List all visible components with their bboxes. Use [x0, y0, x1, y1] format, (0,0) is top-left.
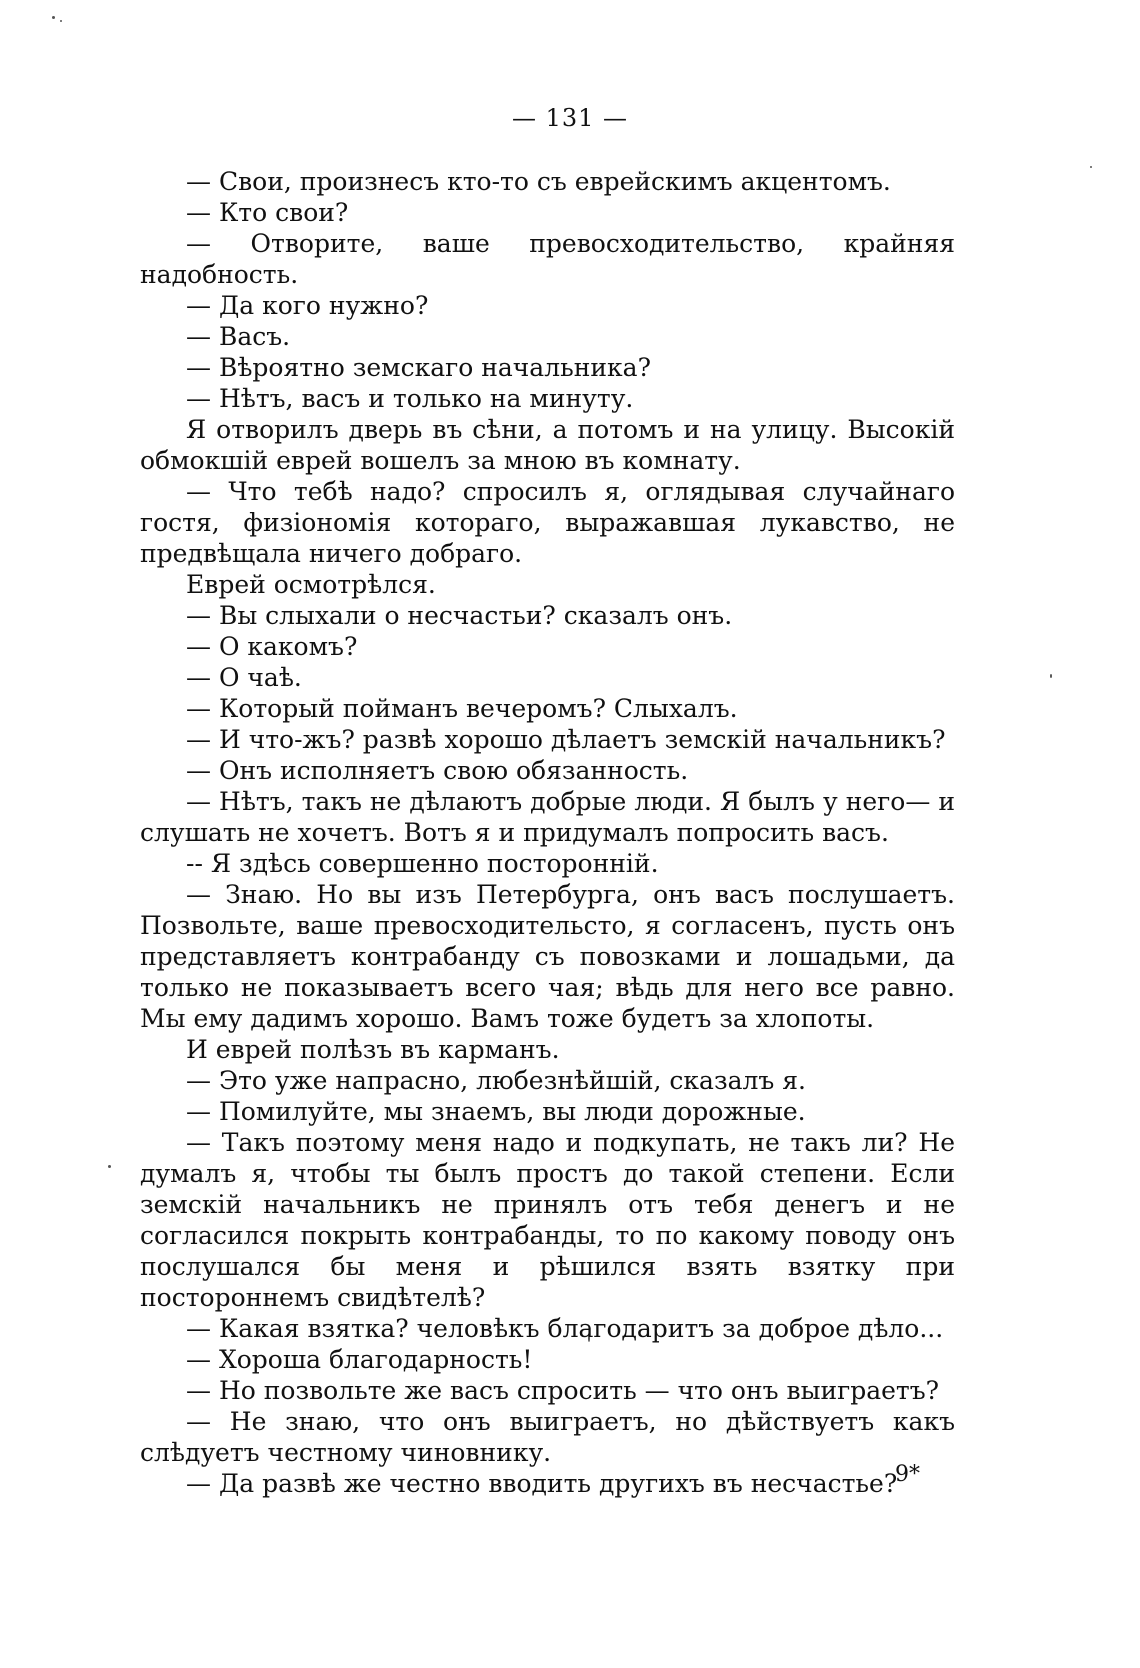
- paragraph: — Нѣтъ, такъ не дѣлаютъ добрые люди. Я былъ у него— и слушать не хочетъ. Вотъ я и придумалъ попросить васъ.: [140, 787, 955, 847]
- paragraph: — Такъ поэтому меня надо и подкупать, не такъ ли? Не думалъ я, чтобы ты былъ простъ до такой степени. Если земскій начальникъ не принялъ отъ тебя денегъ и не согласился покрыть контрабанды, то по какому поводу онъ послушался бы меня и рѣшился взять взятку при постороннемъ свидѣтелѣ?: [140, 1128, 955, 1312]
- paragraph: — Какая взятка? человѣкъ благодаритъ за доброе дѣло...: [186, 1314, 944, 1343]
- paragraph: Еврей осмотрѣлся.: [186, 570, 436, 599]
- paragraph: — Но позвольте же васъ спросить — что онъ выиграетъ?: [186, 1376, 940, 1405]
- paragraph: И еврей полѣзъ въ карманъ.: [186, 1035, 560, 1064]
- paragraph: — Свои, произнесъ кто-то съ еврейскимъ акцентомъ.: [186, 167, 891, 196]
- paragraph: — Да кого нужно?: [186, 291, 429, 320]
- speck: [108, 1165, 111, 1168]
- paragraph: — Вы слыхали о несчастьи? сказалъ онъ.: [186, 601, 733, 630]
- paragraph: — Что тебѣ надо? спросилъ я, оглядывая случайнаго гостя, физіономія котораго, выражавшая лукавство, не предвѣщала ничего добраго.: [140, 477, 955, 568]
- signature-mark: 9*: [895, 1462, 920, 1487]
- paragraph: — Помилуйте, мы знаемъ, вы люди дорожные.: [186, 1097, 806, 1126]
- paragraph: — Это уже напрасно, любезнѣйшій, сказалъ я.: [186, 1066, 806, 1095]
- paragraph: — И что-жъ? развѣ хорошо дѣлаетъ земскій начальникъ?: [186, 725, 946, 754]
- page-number: — 131 —: [511, 104, 629, 132]
- paragraph: — Знаю. Но вы изъ Петербурга, онъ васъ послушаетъ. Позвольте, ваше превосходительсто, я согласенъ, пусть онъ представляетъ контрабанду съ повозками и лошадьми, да только не показываетъ всего чая; вѣдь для него все равно. Мы ему дадимъ хорошо. Вамъ тоже будетъ за хлопоты.: [140, 880, 955, 1033]
- paragraph: — Не знаю, что онъ выиграетъ, но дѣйствуетъ какъ слѣдуетъ честному чиновнику.: [140, 1407, 955, 1467]
- paragraph: -- Я здѣсь совершенно посторонній.: [186, 849, 659, 878]
- paragraph: — О чаѣ.: [186, 663, 302, 692]
- speck: [1050, 674, 1052, 678]
- paragraph: — Который пойманъ вечеромъ? Слыхалъ.: [186, 694, 738, 723]
- body-text: [140, 166, 955, 1499]
- paragraph: — Онъ исполняетъ свою обязанность.: [186, 756, 689, 785]
- paragraph: — Отворите, ваше превосходительство, крайняя надобность.: [140, 229, 955, 289]
- paragraph: — Нѣтъ, васъ и только на минуту.: [186, 384, 634, 413]
- paragraph: — Васъ.: [186, 322, 291, 351]
- speck: [52, 16, 55, 19]
- paragraph: Я отворилъ дверь въ сѣни, а потомъ и на улицу. Высокій обмокшій еврей вошелъ за мною въ комнату.: [140, 415, 955, 475]
- paragraph: — Кто свои?: [186, 198, 349, 227]
- paragraph: — О какомъ?: [186, 632, 358, 661]
- paragraph: — Да развѣ же честно вводить другихъ въ несчастье?: [186, 1469, 898, 1498]
- speck: [1090, 166, 1092, 168]
- speck: [60, 20, 62, 22]
- paragraph: — Вѣроятно земскаго начальника?: [186, 353, 651, 382]
- paragraph: — Хороша благодарность!: [186, 1345, 533, 1374]
